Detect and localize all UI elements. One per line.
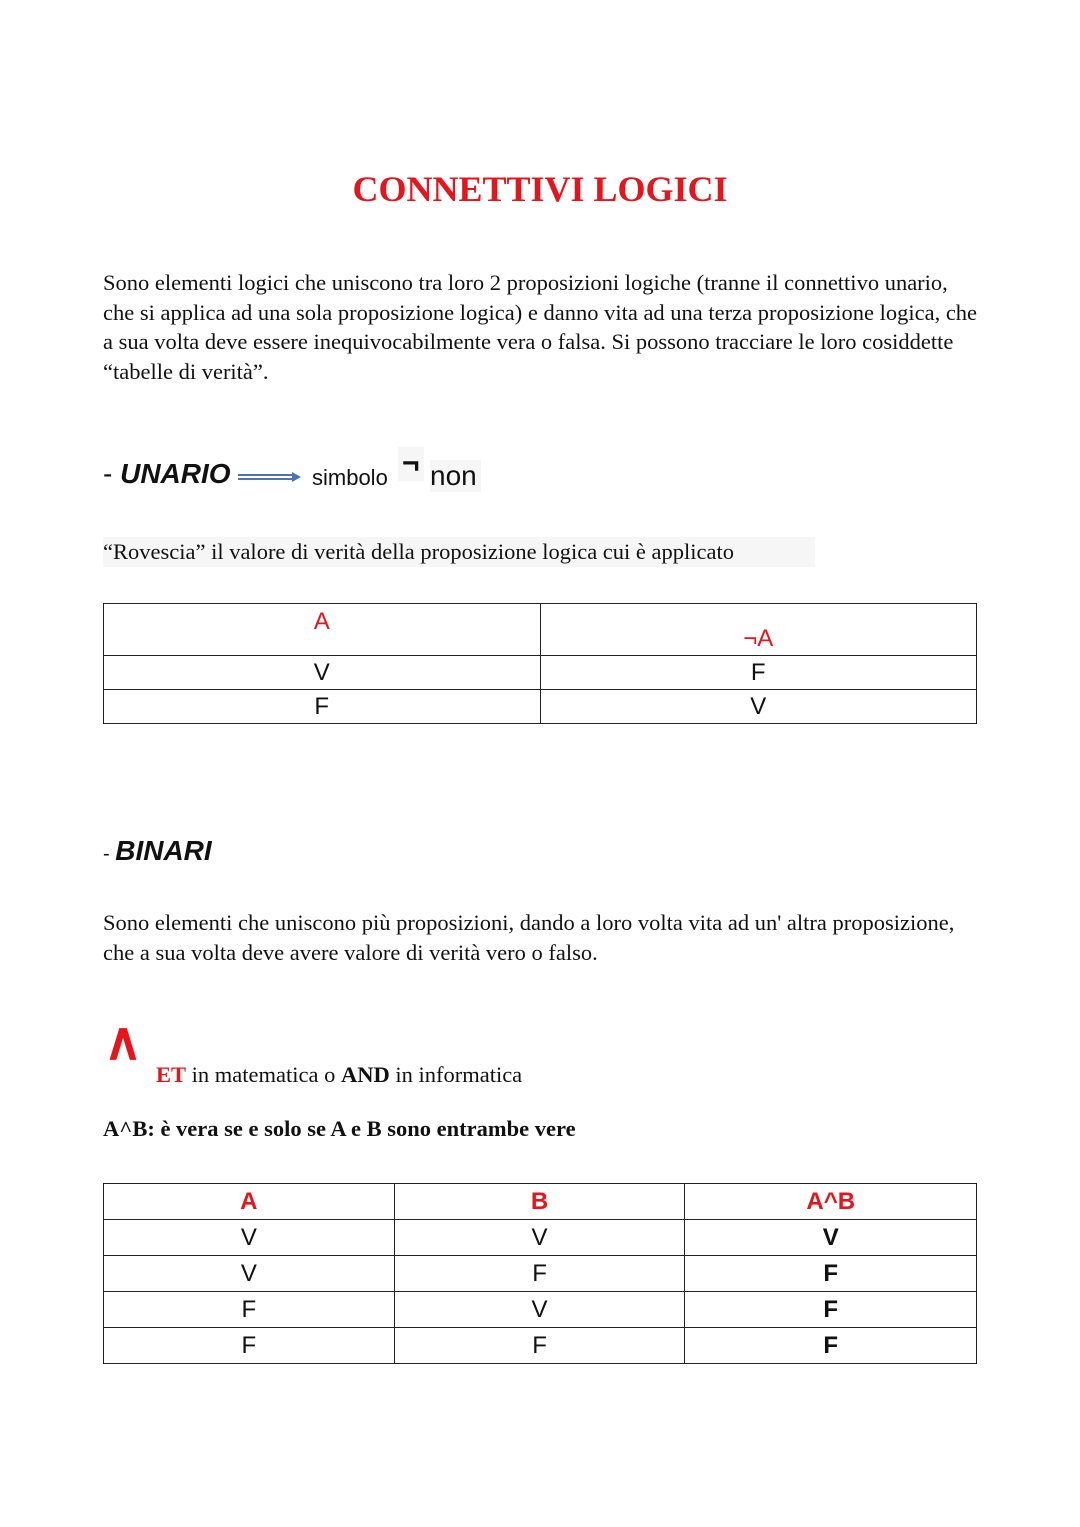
table-row (104, 656, 977, 690)
and-truth-table (103, 1183, 977, 1364)
header-b: B (394, 1184, 685, 1220)
cell: F (685, 1256, 977, 1292)
and-label: AND (340, 1062, 390, 1087)
cell: V (685, 1220, 977, 1256)
text: in matematica o (186, 1062, 341, 1087)
cell: F (685, 1328, 977, 1364)
cell: F (104, 1292, 395, 1328)
cell: V (540, 690, 977, 724)
et-label: ET (156, 1062, 187, 1087)
unario-description: “Rovescia” il valore di verità della proposizione logica cui è applicato (103, 537, 815, 567)
table-header-row (104, 1184, 977, 1220)
cell: V (104, 656, 541, 690)
table-row (104, 1292, 977, 1328)
and-symbol: ∧ (104, 1013, 143, 1071)
dash: - (103, 843, 116, 865)
dash: - (103, 458, 121, 489)
header-a: A (104, 604, 541, 656)
binari-description: Sono elementi che uniscono più proposizioni, dando a loro volta vita ad un' altra proposizione, che a sua volta deve avere valore di verità vero o falso. (103, 910, 955, 965)
table-row (104, 690, 977, 724)
table-header-row (104, 604, 977, 656)
not-symbol: ¬ (398, 447, 424, 481)
cell: V (104, 1256, 395, 1292)
cell: F (685, 1292, 977, 1328)
cell: F (394, 1256, 685, 1292)
page-title: CONNETTIVI LOGICI (352, 169, 728, 209)
not-truth-table (103, 603, 977, 724)
header-a: A (104, 1184, 395, 1220)
table-row (104, 1256, 977, 1292)
header-a-and-b: A^B (685, 1184, 977, 1220)
cell: V (394, 1292, 685, 1328)
table-row (104, 1220, 977, 1256)
unario-heading (103, 458, 231, 490)
binari-label: BINARI (115, 835, 212, 866)
cell: F (104, 1328, 395, 1364)
simbolo-label: simbolo (312, 465, 388, 490)
and-names (156, 1060, 1036, 1090)
text: in informatica (389, 1062, 523, 1087)
arrow-right-icon (238, 470, 302, 484)
cell: F (104, 690, 541, 724)
table-row (104, 1328, 977, 1364)
cell: V (394, 1220, 685, 1256)
cell: F (394, 1328, 685, 1364)
header-not-a: ¬A (540, 604, 977, 656)
cell: V (104, 1220, 395, 1256)
and-rule: A^B: è vera se e solo se A e B sono entrambe vere (103, 1116, 576, 1141)
non-label: non (430, 460, 481, 492)
binari-heading (103, 835, 212, 867)
intro-paragraph: Sono elementi logici che uniscono tra loro 2 proposizioni logiche (tranne il connettivo unario, che si applica ad una sola proposizione logica) e danno vita ad una terza proposizione logica, che a sua volta deve essere inequivocabilmente vera o falsa. Si possono tracciare le loro cosiddette “tabelle di verità”. (103, 270, 978, 384)
unario-label: UNARIO (120, 458, 231, 489)
cell: F (540, 656, 977, 690)
